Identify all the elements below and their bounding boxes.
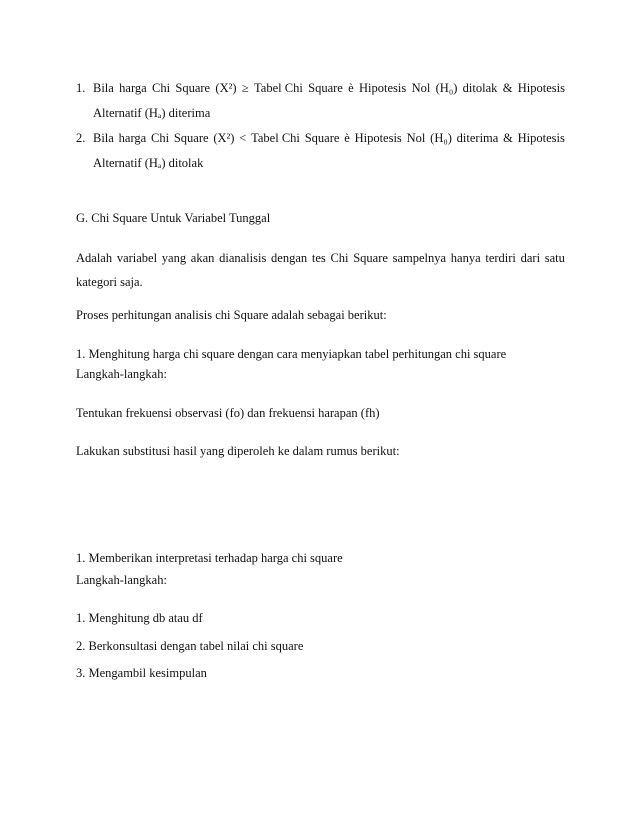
word: (H₀) (435, 81, 458, 95)
word: è (344, 131, 350, 145)
word: diterima (456, 131, 499, 145)
word: Square (308, 81, 343, 95)
word: hanya (450, 251, 481, 265)
step-1-item-a: Tentukan frekuensi observasi (fo) dan frekuensi harapan (fh) (76, 406, 380, 420)
step-1-item-b: Lakukan substitusi hasil yang diperoleh ke dalam rumus berikut: (76, 444, 400, 458)
word: Nol (411, 81, 431, 95)
paragraph-1-line-2: kategori saja. (76, 275, 143, 289)
rule-2-line-2: Alternatif (Hₐ) ditolak (93, 156, 204, 170)
word: Bila (93, 81, 114, 95)
word: tes (311, 251, 326, 265)
word: Hipotesis (354, 131, 402, 145)
word: Adalah (76, 251, 113, 265)
step-2-item-3: 3. Mengambil kesimpulan (76, 666, 207, 680)
word: Tabel Chi (251, 131, 300, 145)
step-2-item-2: 2. Berkonsultasi dengan tabel nilai chi square (76, 639, 304, 653)
word: ≥ (241, 81, 249, 95)
word: sampelnya (392, 251, 447, 265)
paragraph-1-line-1 (76, 250, 565, 266)
word: Square (304, 131, 340, 145)
rule-1-line-2: Alternatif (Hₐ) diterima (93, 106, 211, 120)
word: Tabel Chi (254, 81, 303, 95)
word: Hipotesis (517, 131, 565, 145)
word: Square (173, 131, 209, 145)
word: dianalisis (219, 251, 267, 265)
step-1-heading: 1. Menghitung harga chi square dengan cara menyiapkan tabel perhitungan chi square (76, 347, 507, 361)
word: < (239, 131, 247, 145)
step-1-subheading: Langkah-langkah: (76, 367, 167, 381)
step-2-heading: 1. Memberikan interpretasi terhadap harga chi square (76, 551, 343, 565)
word: Chi (330, 251, 349, 265)
word: (X²) (215, 81, 237, 95)
rule-1-line-1 (93, 80, 565, 96)
word: & (503, 131, 513, 145)
word: harga (119, 81, 147, 95)
word: Chi (150, 131, 170, 145)
paragraph-2: Proses perhitungan analisis chi Square adalah sebagai berikut: (76, 308, 387, 322)
word: akan (190, 251, 215, 265)
rule-2-line-1 (93, 130, 565, 146)
rule-2-number: 2. (76, 131, 86, 145)
word: dari (520, 251, 541, 265)
word: Chi (152, 81, 171, 95)
word: Hipotesis (359, 81, 407, 95)
word: dengan (271, 251, 308, 265)
word: Nol (406, 131, 426, 145)
word: variabel (116, 251, 158, 265)
step-2-subheading: Langkah-langkah: (76, 573, 167, 587)
word: (H₀) (430, 131, 452, 145)
word: harga (118, 131, 147, 145)
word: Hipotesis (517, 81, 565, 95)
word: & (502, 81, 513, 95)
word: Square (353, 251, 388, 265)
word: Bila (93, 131, 114, 145)
word: ditolak (462, 81, 498, 95)
step-2-item-1: 1. Menghitung db atau df (76, 611, 203, 625)
section-heading: G. Chi Square Untuk Variabel Tunggal (76, 211, 271, 225)
word: Square (175, 81, 211, 95)
word: yang (161, 251, 187, 265)
word: (X²) (213, 131, 235, 145)
word: terdiri (485, 251, 516, 265)
rule-1-number: 1. (76, 81, 86, 95)
word: satu (544, 251, 565, 265)
word: è (348, 81, 354, 95)
